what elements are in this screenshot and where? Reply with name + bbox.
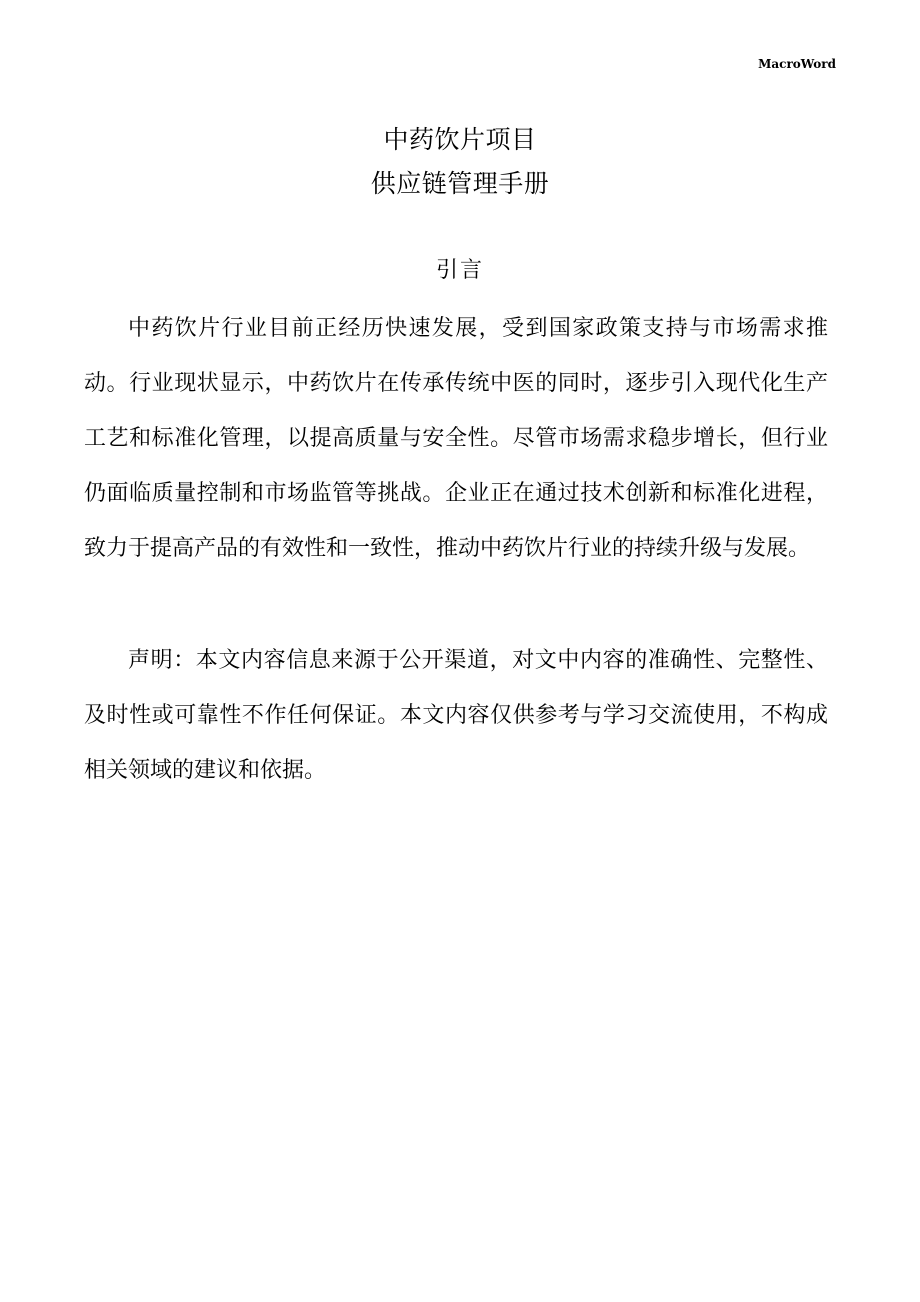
disclaimer-paragraph: 声明：本文内容信息来源于公开渠道，对文中内容的准确性、完整性、及时性或可靠性不作任何保证。本文内容仅供参考与学习交流使用，不构成相关领域的建议和依据。 (84, 648, 828, 783)
title-line-1: 中药饮片项目 (383, 125, 537, 154)
title-line-2: 供应链管理手册 (370, 169, 550, 198)
section-heading: 引言 (435, 258, 484, 283)
intro-paragraph: 中药饮片行业目前正经历快速发展，受到国家政策支持与市场需求推动。行业现状显示，中药饮片在传承传统中医的同时，逐步引入现代化生产工艺和标准化管理，以提高质量与安全性。尽管市场需求稳步增长，但行业仍面临质量控制和市场监管等挑战。企业正在通过技术创新和标准化进程，致力于提高产品的有效性和一致性，推动中药饮片行业的持续升级与发展。 (84, 316, 828, 561)
document-title (0, 118, 920, 206)
header-brand: MacroWord (758, 57, 836, 71)
